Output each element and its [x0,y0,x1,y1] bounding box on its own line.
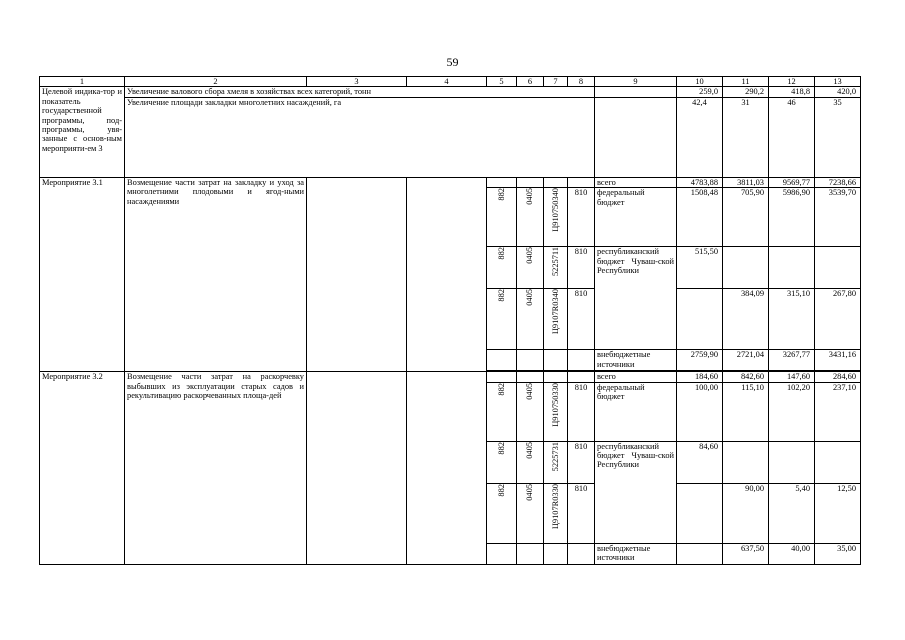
header-cell: 10 [677,77,723,87]
value-cell: 4783,88 [677,177,723,187]
value-cell: 2759,90 [677,350,723,371]
empty-cell [487,177,517,187]
source-label: федеральный бюджет [595,382,677,441]
header-cell: 8 [568,77,595,87]
measure-description: Возмещение части затрат на закладку и уход за многолетними плодовыми и ягод-ными насаждениями [125,177,307,371]
rzpr-code: 0405 [517,441,544,483]
empty-cell [544,372,568,382]
value-cell: 102,20 [769,382,815,441]
value-cell [769,441,815,483]
csr-code: Ц9107R0340 [544,289,568,350]
grbs-code: 882 [487,289,517,350]
value-cell [723,441,769,483]
value-cell: 12,50 [815,483,861,543]
empty-cell [595,97,677,177]
indicator-label: Целевой индика-тор и показатель государственной программы, под-программы, увя-занные с основ-ным мероприяти-ем 3 [40,87,125,177]
grbs-code: 882 [487,483,517,543]
vr-code: 810 [568,441,595,483]
empty-cell [517,543,544,564]
vr-code: 810 [568,247,595,289]
value-cell: 1508,48 [677,188,723,247]
vr-code: 810 [568,382,595,441]
value-cell [677,543,723,564]
value-cell: 705,90 [723,188,769,247]
header-cell: 3 [307,77,407,87]
value-cell: 35,00 [815,543,861,564]
value-cell: 35 [815,97,861,177]
measure-name: Мероприятие 3.1 [40,177,125,371]
value-cell: 115,10 [723,382,769,441]
rzpr-code: 0405 [517,483,544,543]
value-cell: 3267,77 [769,350,815,371]
value-cell [677,289,723,350]
value-cell: 84,60 [677,441,723,483]
grbs-code: 882 [487,441,517,483]
rzpr-code: 0405 [517,247,544,289]
value-cell: 3539,70 [815,188,861,247]
value-cell: 46 [769,97,815,177]
value-cell [677,483,723,543]
value-cell: 637,50 [723,543,769,564]
source-label: всего [595,372,677,382]
header-cell: 11 [723,77,769,87]
source-label: республиканский бюджет Чуваш-ской Республики [595,247,677,350]
budget-table [39,76,861,565]
value-cell: 384,09 [723,289,769,350]
vr-code: 810 [568,289,595,350]
empty-cell [595,87,677,97]
value-cell: 418,8 [769,87,815,97]
header-cell: 5 [487,77,517,87]
value-cell: 515,50 [677,247,723,289]
rzpr-code: 0405 [517,188,544,247]
empty-cell [568,177,595,187]
empty-cell [307,372,407,564]
csr-code: Ц910750330 [544,382,568,441]
empty-cell [517,177,544,187]
value-cell: 237,10 [815,382,861,441]
value-cell: 267,80 [815,289,861,350]
value-cell: 31 [723,97,769,177]
value-cell [815,247,861,289]
vr-code: 810 [568,483,595,543]
value-cell: 42,4 [677,97,723,177]
empty-cell [568,372,595,382]
value-cell: 3431,16 [815,350,861,371]
grbs-code: 882 [487,382,517,441]
value-cell: 5986,90 [769,188,815,247]
measure-total-row [40,177,861,187]
measure-total-row [40,372,861,382]
empty-cell [517,350,544,371]
empty-cell [307,177,407,371]
rzpr-code: 0405 [517,382,544,441]
value-cell: 40,00 [769,543,815,564]
header-cell: 9 [595,77,677,87]
rzpr-code: 0405 [517,289,544,350]
source-label: внебюджетные источники [595,543,677,564]
measure-name: Мероприятие 3.2 [40,372,125,564]
csr-code: Ц9107R0330 [544,483,568,543]
source-label: внебюджетные источники [595,350,677,371]
header-row [40,77,861,87]
measure-description: Возмещение части затрат на раскорчевку выбывших из эксплуатации старых садов и рекультивацию раскорчеванных площа-дей [125,372,307,564]
header-cell: 1 [40,77,125,87]
empty-cell [407,177,487,371]
empty-cell [407,372,487,564]
empty-cell [487,543,517,564]
value-cell: 7238,66 [815,177,861,187]
value-cell [769,247,815,289]
indicator-row [40,87,861,97]
empty-cell [568,350,595,371]
value-cell: 315,10 [769,289,815,350]
value-cell: 2721,04 [723,350,769,371]
empty-cell [487,372,517,382]
empty-cell [544,543,568,564]
value-cell: 420,0 [815,87,861,97]
value-cell: 3811,03 [723,177,769,187]
empty-cell [544,177,568,187]
source-label: республиканский бюджет Чуваш-ской Республики [595,441,677,543]
csr-code: 5225711 [544,247,568,289]
value-cell [723,247,769,289]
value-cell: 184,60 [677,372,723,382]
source-label: федеральный бюджет [595,188,677,247]
indicator-text: Увеличение площади закладки многолетних насаждений, га [125,97,595,177]
empty-cell [487,350,517,371]
header-cell: 13 [815,77,861,87]
header-cell: 12 [769,77,815,87]
source-label: всего [595,177,677,187]
page-number: 59 [446,55,459,69]
csr-code: Ц910750340 [544,188,568,247]
value-cell [815,441,861,483]
value-cell: 5,40 [769,483,815,543]
value-cell: 147,60 [769,372,815,382]
value-cell: 290,2 [723,87,769,97]
value-cell: 259,0 [677,87,723,97]
value-cell: 284,60 [815,372,861,382]
header-cell: 2 [125,77,307,87]
csr-code: 5225731 [544,441,568,483]
header-cell: 4 [407,77,487,87]
empty-cell [568,543,595,564]
grbs-code: 882 [487,247,517,289]
header-cell: 6 [517,77,544,87]
vr-code: 810 [568,188,595,247]
indicator-text: Увеличение валового сбора хмеля в хозяйствах всех категорий, тонн [125,87,595,97]
value-cell: 100,00 [677,382,723,441]
value-cell: 90,00 [723,483,769,543]
grbs-code: 882 [487,188,517,247]
indicator-row [40,97,861,177]
value-cell: 9569,77 [769,177,815,187]
value-cell: 842,60 [723,372,769,382]
empty-cell [544,350,568,371]
empty-cell [517,372,544,382]
header-cell: 7 [544,77,568,87]
